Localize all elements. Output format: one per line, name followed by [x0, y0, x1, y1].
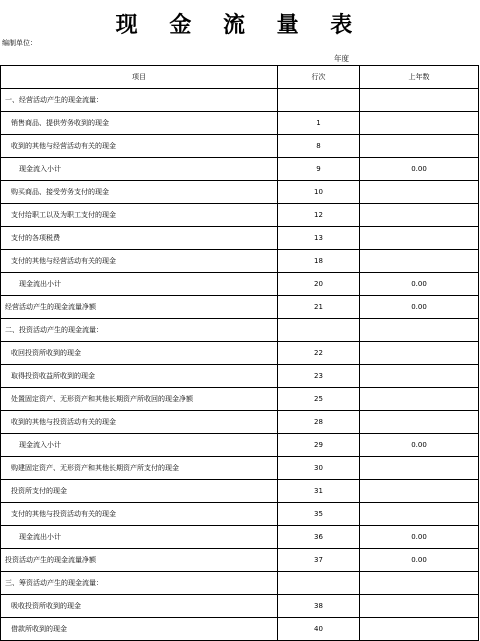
row-item-label: 支付给职工以及为职工支付的现金: [1, 204, 278, 227]
table-row: [1, 250, 479, 273]
page-title: 现 金 流 量 表: [115, 13, 365, 38]
row-item-label: 一、经营活动产生的现金流量：: [1, 89, 278, 112]
row-item-label: 借款所收到的现金: [1, 618, 278, 641]
row-item-label: 购建固定资产、无形资产和其他长期资产所支付的现金: [1, 457, 278, 480]
row-prior-amount[interactable]: [360, 365, 479, 388]
row-prior-amount[interactable]: 0.00: [360, 296, 479, 319]
table-row: [1, 296, 479, 319]
header-line: 行次: [278, 66, 360, 89]
row-item-label: 现金流入小计: [1, 158, 278, 181]
table-row: [1, 549, 479, 572]
table-row: [1, 411, 479, 434]
row-line-number: 13: [278, 227, 360, 250]
table-row: [1, 388, 479, 411]
row-prior-amount[interactable]: 0.00: [360, 158, 479, 181]
row-prior-amount[interactable]: 0.00: [360, 549, 479, 572]
row-line-number: 1: [278, 112, 360, 135]
row-line-number: [278, 89, 360, 112]
row-prior-amount[interactable]: 0.00: [360, 273, 479, 296]
row-item-label: 销售商品、提供劳务收到的现金: [1, 112, 278, 135]
row-prior-amount[interactable]: [360, 480, 479, 503]
row-line-number: 9: [278, 158, 360, 181]
row-item-label: 购买商品、接受劳务支付的现金: [1, 181, 278, 204]
row-line-number: 38: [278, 595, 360, 618]
table-row: [1, 158, 479, 181]
row-line-number: 12: [278, 204, 360, 227]
cash-flow-table: [0, 65, 479, 641]
row-prior-amount[interactable]: [360, 572, 479, 595]
row-prior-amount[interactable]: [360, 112, 479, 135]
row-prior-amount[interactable]: [360, 342, 479, 365]
row-prior-amount[interactable]: [360, 595, 479, 618]
row-item-label: 吸收投资所收到的现金: [1, 595, 278, 618]
row-line-number: 31: [278, 480, 360, 503]
row-line-number: 29: [278, 434, 360, 457]
row-line-number: 30: [278, 457, 360, 480]
row-item-label: 二、投资活动产生的现金流量：: [1, 319, 278, 342]
row-prior-amount[interactable]: [360, 204, 479, 227]
row-line-number: 18: [278, 250, 360, 273]
row-item-label: 处置固定资产、无形资产和其他长期资产所收回的现金净额: [1, 388, 278, 411]
table-row: [1, 503, 479, 526]
row-prior-amount[interactable]: [360, 319, 479, 342]
row-line-number: 40: [278, 618, 360, 641]
header-prior: 上年数: [360, 66, 479, 89]
row-prior-amount[interactable]: [360, 411, 479, 434]
unit-label: 编制单位：: [2, 39, 37, 47]
row-prior-amount[interactable]: [360, 250, 479, 273]
table-row: [1, 595, 479, 618]
row-line-number: 10: [278, 181, 360, 204]
year-label: 年度: [334, 54, 349, 63]
row-prior-amount[interactable]: [360, 135, 479, 158]
row-line-number: 37: [278, 549, 360, 572]
row-line-number: 28: [278, 411, 360, 434]
row-item-label: 取得投资收益所收到的现金: [1, 365, 278, 388]
row-item-label: 支付的各项税费: [1, 227, 278, 250]
row-item-label: 投资所支付的现金: [1, 480, 278, 503]
table-row: [1, 480, 479, 503]
row-item-label: 收到的其他与经营活动有关的现金: [1, 135, 278, 158]
table-row: [1, 89, 479, 112]
row-prior-amount[interactable]: [360, 89, 479, 112]
table-row: [1, 365, 479, 388]
row-line-number: 21: [278, 296, 360, 319]
row-prior-amount[interactable]: [360, 227, 479, 250]
row-prior-amount[interactable]: 0.00: [360, 434, 479, 457]
row-prior-amount[interactable]: [360, 457, 479, 480]
row-item-label: 现金流出小计: [1, 526, 278, 549]
row-line-number: [278, 572, 360, 595]
header-item: 项目: [1, 66, 278, 89]
row-line-number: 8: [278, 135, 360, 158]
row-item-label: 现金流出小计: [1, 273, 278, 296]
table-row: [1, 526, 479, 549]
row-item-label: 现金流入小计: [1, 434, 278, 457]
row-prior-amount[interactable]: 0.00: [360, 526, 479, 549]
table-row: [1, 273, 479, 296]
row-item-label: 投资活动产生的现金流量净额: [1, 549, 278, 572]
row-line-number: 22: [278, 342, 360, 365]
row-item-label: 支付的其他与经营活动有关的现金: [1, 250, 278, 273]
row-prior-amount[interactable]: [360, 618, 479, 641]
row-item-label: 支付的其他与投资活动有关的现金: [1, 503, 278, 526]
table-row: [1, 457, 479, 480]
table-row: [1, 227, 479, 250]
table-row: [1, 618, 479, 641]
table-row: [1, 181, 479, 204]
table-row: [1, 434, 479, 457]
row-line-number: 36: [278, 526, 360, 549]
row-prior-amount[interactable]: [360, 503, 479, 526]
row-item-label: 三、筹资活动产生的现金流量：: [1, 572, 278, 595]
table-row: [1, 342, 479, 365]
row-item-label: 收回投资所收到的现金: [1, 342, 278, 365]
row-item-label: 经营活动产生的现金流量净额: [1, 296, 278, 319]
row-prior-amount[interactable]: [360, 388, 479, 411]
row-line-number: 23: [278, 365, 360, 388]
row-line-number: [278, 319, 360, 342]
row-line-number: 35: [278, 503, 360, 526]
table-header-row: [1, 66, 479, 89]
row-line-number: 25: [278, 388, 360, 411]
row-line-number: 20: [278, 273, 360, 296]
row-prior-amount[interactable]: [360, 181, 479, 204]
table-row: [1, 135, 479, 158]
table-row: [1, 204, 479, 227]
table-row: [1, 572, 479, 595]
table-row: [1, 112, 479, 135]
table-row: [1, 319, 479, 342]
row-item-label: 收到的其他与投资活动有关的现金: [1, 411, 278, 434]
